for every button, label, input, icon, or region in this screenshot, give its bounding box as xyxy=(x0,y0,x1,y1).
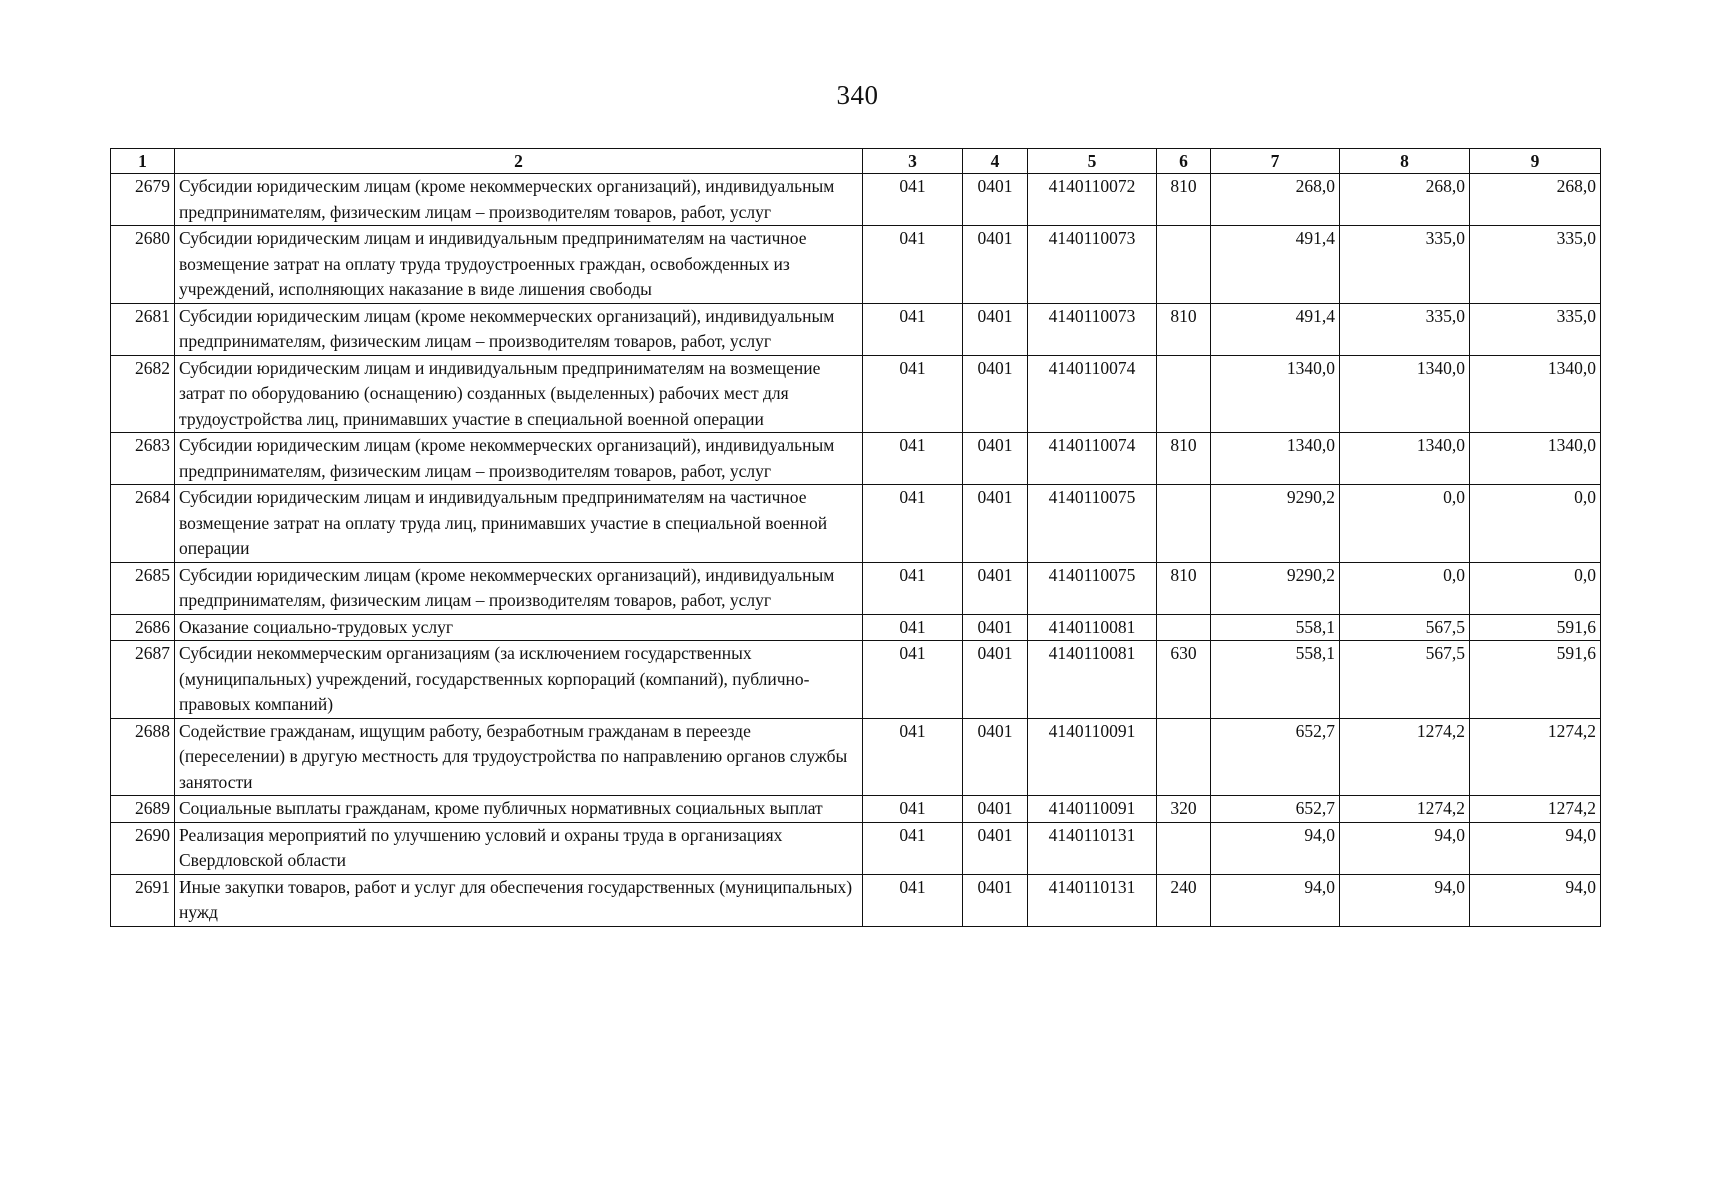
row-code-col6 xyxy=(1157,718,1211,796)
table-row xyxy=(111,303,1601,355)
row-amount-col7: 491,4 xyxy=(1211,303,1340,355)
row-code-col4: 0401 xyxy=(963,796,1028,823)
row-description: Иные закупки товаров, работ и услуг для обеспечения государственных (муниципальных) нужд xyxy=(175,874,863,926)
row-number: 2680 xyxy=(111,226,175,304)
row-code-col5: 4140110081 xyxy=(1028,641,1157,719)
row-amount-col7: 1340,0 xyxy=(1211,355,1340,433)
table-row xyxy=(111,718,1601,796)
row-amount-col9: 335,0 xyxy=(1470,226,1601,304)
row-amount-col9: 94,0 xyxy=(1470,874,1601,926)
row-code-col5: 4140110091 xyxy=(1028,796,1157,823)
row-code-col5: 4140110075 xyxy=(1028,562,1157,614)
row-code-col6: 810 xyxy=(1157,174,1211,226)
table-row xyxy=(111,562,1601,614)
row-amount-col8: 567,5 xyxy=(1340,614,1470,641)
header-cell-1: 1 xyxy=(111,149,175,174)
row-amount-col9: 591,6 xyxy=(1470,641,1601,719)
row-code-col5: 4140110074 xyxy=(1028,433,1157,485)
row-code-col3: 041 xyxy=(863,303,963,355)
row-code-col6: 810 xyxy=(1157,303,1211,355)
row-amount-col9: 1340,0 xyxy=(1470,355,1601,433)
row-amount-col9: 591,6 xyxy=(1470,614,1601,641)
row-code-col3: 041 xyxy=(863,718,963,796)
row-code-col6 xyxy=(1157,614,1211,641)
row-code-col4: 0401 xyxy=(963,226,1028,304)
row-code-col3: 041 xyxy=(863,226,963,304)
row-code-col6 xyxy=(1157,485,1211,563)
table-row xyxy=(111,874,1601,926)
row-code-col5: 4140110073 xyxy=(1028,303,1157,355)
row-number: 2687 xyxy=(111,641,175,719)
row-code-col3: 041 xyxy=(863,796,963,823)
row-amount-col8: 1340,0 xyxy=(1340,355,1470,433)
row-code-col5: 4140110075 xyxy=(1028,485,1157,563)
header-row xyxy=(111,149,1601,174)
row-amount-col7: 558,1 xyxy=(1211,641,1340,719)
header-cell-8: 8 xyxy=(1340,149,1470,174)
row-code-col6 xyxy=(1157,226,1211,304)
header-cell-9: 9 xyxy=(1470,149,1601,174)
row-amount-col8: 567,5 xyxy=(1340,641,1470,719)
table-row xyxy=(111,614,1601,641)
row-code-col6: 240 xyxy=(1157,874,1211,926)
row-amount-col8: 94,0 xyxy=(1340,874,1470,926)
row-number: 2690 xyxy=(111,822,175,874)
table-row xyxy=(111,226,1601,304)
row-amount-col7: 652,7 xyxy=(1211,796,1340,823)
table-row xyxy=(111,433,1601,485)
row-amount-col9: 335,0 xyxy=(1470,303,1601,355)
row-code-col4: 0401 xyxy=(963,614,1028,641)
row-amount-col7: 1340,0 xyxy=(1211,433,1340,485)
page-number: 340 xyxy=(836,80,879,110)
row-code-col3: 041 xyxy=(863,641,963,719)
header-cell-2: 2 xyxy=(175,149,863,174)
table-row xyxy=(111,485,1601,563)
row-code-col4: 0401 xyxy=(963,174,1028,226)
row-code-col5: 4140110072 xyxy=(1028,174,1157,226)
row-amount-col7: 558,1 xyxy=(1211,614,1340,641)
row-code-col3: 041 xyxy=(863,174,963,226)
row-amount-col8: 335,0 xyxy=(1340,303,1470,355)
row-amount-col9: 1274,2 xyxy=(1470,718,1601,796)
row-code-col6: 630 xyxy=(1157,641,1211,719)
table-row xyxy=(111,822,1601,874)
row-code-col5: 4140110091 xyxy=(1028,718,1157,796)
row-description: Оказание социально-трудовых услуг xyxy=(175,614,863,641)
row-number: 2685 xyxy=(111,562,175,614)
row-code-col3: 041 xyxy=(863,433,963,485)
row-amount-col7: 94,0 xyxy=(1211,874,1340,926)
row-number: 2682 xyxy=(111,355,175,433)
row-code-col6: 810 xyxy=(1157,433,1211,485)
row-number: 2686 xyxy=(111,614,175,641)
row-description: Субсидии юридическим лицам (кроме некоммерческих организаций), индивидуальным предпринимателям, физическим лицам – производителям товаров, работ, услуг xyxy=(175,174,863,226)
row-amount-col9: 1274,2 xyxy=(1470,796,1601,823)
row-amount-col9: 1340,0 xyxy=(1470,433,1601,485)
row-description: Субсидии юридическим лицам (кроме некоммерческих организаций), индивидуальным предпринимателям, физическим лицам – производителям товаров, работ, услуг xyxy=(175,433,863,485)
row-description: Содействие гражданам, ищущим работу, безработным гражданам в переезде (переселении) в другую местность для трудоустройства по направлению органов службы занятости xyxy=(175,718,863,796)
row-code-col5: 4140110074 xyxy=(1028,355,1157,433)
row-amount-col7: 652,7 xyxy=(1211,718,1340,796)
row-code-col4: 0401 xyxy=(963,874,1028,926)
row-description: Социальные выплаты гражданам, кроме публичных нормативных социальных выплат xyxy=(175,796,863,823)
row-code-col4: 0401 xyxy=(963,355,1028,433)
row-description: Субсидии юридическим лицам и индивидуальным предпринимателям на частичное возмещение затрат на оплату труда лиц, принимавших участие в специальной военной операции xyxy=(175,485,863,563)
row-code-col3: 041 xyxy=(863,562,963,614)
row-code-col4: 0401 xyxy=(963,641,1028,719)
row-number: 2689 xyxy=(111,796,175,823)
row-description: Субсидии некоммерческим организациям (за исключением государственных (муниципальных) учреждений, государственных корпораций (компаний), публично-правовых компаний) xyxy=(175,641,863,719)
header-cell-7: 7 xyxy=(1211,149,1340,174)
row-code-col6: 320 xyxy=(1157,796,1211,823)
row-amount-col8: 1274,2 xyxy=(1340,796,1470,823)
row-amount-col8: 94,0 xyxy=(1340,822,1470,874)
header-cell-5: 5 xyxy=(1028,149,1157,174)
row-amount-col9: 0,0 xyxy=(1470,562,1601,614)
row-amount-col8: 0,0 xyxy=(1340,562,1470,614)
row-code-col3: 041 xyxy=(863,355,963,433)
table-body xyxy=(111,174,1601,927)
row-amount-col7: 94,0 xyxy=(1211,822,1340,874)
row-code-col6 xyxy=(1157,822,1211,874)
row-description: Субсидии юридическим лицам и индивидуальным предпринимателям на частичное возмещение затрат на оплату труда трудоустроенных граждан, освобожденных из учреждений, исполняющих наказание в виде лишения свободы xyxy=(175,226,863,304)
row-code-col3: 041 xyxy=(863,614,963,641)
row-number: 2683 xyxy=(111,433,175,485)
row-code-col6: 810 xyxy=(1157,562,1211,614)
row-number: 2684 xyxy=(111,485,175,563)
row-amount-col8: 1274,2 xyxy=(1340,718,1470,796)
row-amount-col9: 0,0 xyxy=(1470,485,1601,563)
row-amount-col9: 268,0 xyxy=(1470,174,1601,226)
row-number: 2688 xyxy=(111,718,175,796)
row-description: Реализация мероприятий по улучшению условий и охраны труда в организациях Свердловской области xyxy=(175,822,863,874)
row-description: Субсидии юридическим лицам (кроме некоммерческих организаций), индивидуальным предпринимателям, физическим лицам – производителям товаров, работ, услуг xyxy=(175,562,863,614)
header-cell-6: 6 xyxy=(1157,149,1211,174)
row-amount-col9: 94,0 xyxy=(1470,822,1601,874)
row-amount-col8: 0,0 xyxy=(1340,485,1470,563)
row-code-col4: 0401 xyxy=(963,303,1028,355)
row-amount-col7: 491,4 xyxy=(1211,226,1340,304)
row-amount-col8: 268,0 xyxy=(1340,174,1470,226)
row-code-col5: 4140110081 xyxy=(1028,614,1157,641)
row-amount-col7: 9290,2 xyxy=(1211,562,1340,614)
row-description: Субсидии юридическим лицам (кроме некоммерческих организаций), индивидуальным предпринимателям, физическим лицам – производителям товаров, работ, услуг xyxy=(175,303,863,355)
row-code-col4: 0401 xyxy=(963,562,1028,614)
table-row xyxy=(111,355,1601,433)
row-code-col4: 0401 xyxy=(963,718,1028,796)
header-cell-3: 3 xyxy=(863,149,963,174)
row-code-col3: 041 xyxy=(863,874,963,926)
row-number: 2691 xyxy=(111,874,175,926)
row-code-col4: 0401 xyxy=(963,485,1028,563)
row-amount-col7: 268,0 xyxy=(1211,174,1340,226)
row-code-col5: 4140110073 xyxy=(1028,226,1157,304)
row-code-col4: 0401 xyxy=(963,822,1028,874)
row-number: 2679 xyxy=(111,174,175,226)
row-code-col5: 4140110131 xyxy=(1028,874,1157,926)
row-code-col3: 041 xyxy=(863,822,963,874)
table-row xyxy=(111,174,1601,226)
row-code-col5: 4140110131 xyxy=(1028,822,1157,874)
row-number: 2681 xyxy=(111,303,175,355)
table-row xyxy=(111,641,1601,719)
budget-table xyxy=(110,148,1601,927)
row-code-col6 xyxy=(1157,355,1211,433)
row-amount-col8: 1340,0 xyxy=(1340,433,1470,485)
row-amount-col8: 335,0 xyxy=(1340,226,1470,304)
row-description: Субсидии юридическим лицам и индивидуальным предпринимателям на возмещение затрат по оборудованию (оснащению) созданных (выделенных) рабочих мест для трудоустройства лиц, принимавших участие в специальной военной операции xyxy=(175,355,863,433)
table-row xyxy=(111,796,1601,823)
header-cell-4: 4 xyxy=(963,149,1028,174)
row-amount-col7: 9290,2 xyxy=(1211,485,1340,563)
row-code-col4: 0401 xyxy=(963,433,1028,485)
row-code-col3: 041 xyxy=(863,485,963,563)
